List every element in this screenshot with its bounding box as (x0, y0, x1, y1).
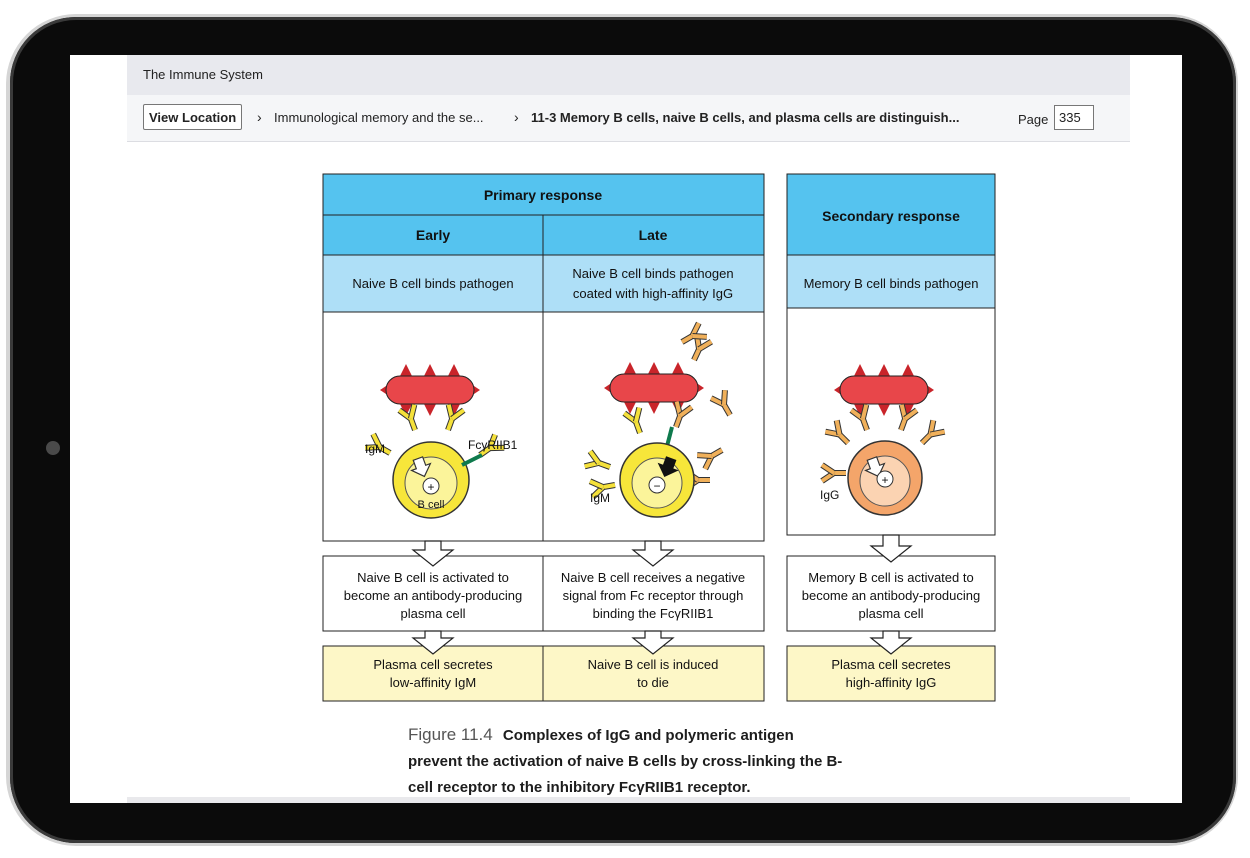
chevron-right-icon: › (257, 109, 262, 125)
caption-line-1: Complexes of IgG and polymeric antigen (502, 727, 794, 744)
secondary-outcome-line-1: Memory B cell is activated to (808, 570, 974, 585)
late-binding-text-2: coated with high-affinity IgG (572, 286, 734, 301)
secondary-response-header: Secondary response (822, 208, 960, 224)
content-bottom-edge (127, 797, 1130, 803)
camera-dot (46, 441, 60, 455)
minus-sign: − (653, 479, 661, 493)
late-header: Late (638, 227, 668, 243)
secondary-outcome-line-2: become an antibody-producing (801, 588, 981, 603)
app-title: The Immune System (143, 67, 263, 82)
late-binding-text-1: Naive B cell binds pathogen (572, 266, 734, 281)
plus-sign-secondary: + (881, 473, 889, 487)
late-outcome-line-3: binding the FcγRIIB1 (592, 606, 714, 621)
figure-number: Figure 11.4 (408, 725, 493, 744)
late-result-line-2: to die (637, 675, 669, 690)
late-outcome-line-2: signal from Fc receptor through (562, 588, 744, 603)
early-result-line-1: Plasma cell secretes (373, 657, 493, 672)
late-result-line-1: Naive B cell is induced (587, 657, 719, 672)
screen (70, 55, 1182, 803)
primary-response-header: Primary response (483, 187, 603, 203)
plus-sign: + (427, 480, 435, 494)
early-outcome-line-1: Naive B cell is activated to (357, 570, 509, 585)
caption-line-2: prevent the activation of naive B cells by cross-linking the B- (408, 753, 843, 770)
caption-line-3: cell receptor to the inhibitory FcγRIIB1 receptor. (408, 779, 751, 796)
figure-caption (408, 722, 928, 801)
igg-label: IgG (820, 488, 840, 502)
early-outcome-line-3: plasma cell (400, 606, 466, 621)
view-location-button[interactable]: View Location (143, 104, 242, 130)
igm-label-late: IgM (590, 491, 611, 505)
page-label: Page (1018, 112, 1049, 127)
early-result-line-2: low-affinity IgM (389, 675, 477, 690)
igm-label: IgM (365, 442, 386, 456)
breadcrumb-chapter[interactable]: Immunological memory and the se... (274, 110, 484, 125)
secondary-outcome-line-3: plasma cell (858, 606, 924, 621)
early-header: Early (415, 227, 451, 243)
breadcrumb-section[interactable]: 11-3 Memory B cells, naive B cells, and plasma cells are distinguish... (531, 110, 960, 125)
early-binding-text: Naive B cell binds pathogen (352, 276, 514, 291)
early-outcome-line-2: become an antibody-producing (343, 588, 523, 603)
figure-11-4 (70, 55, 1182, 803)
fcr-label: FcγRIIB1 (468, 438, 518, 452)
late-outcome-line-1: Naive B cell receives a negative (560, 570, 746, 585)
chevron-right-icon: › (514, 109, 519, 125)
secondary-result-line-1: Plasma cell secretes (831, 657, 951, 672)
b-cell-label: B cell (417, 499, 445, 511)
secondary-binding-text: Memory B cell binds pathogen (803, 276, 979, 291)
secondary-result-line-2: high-affinity IgG (845, 675, 937, 690)
